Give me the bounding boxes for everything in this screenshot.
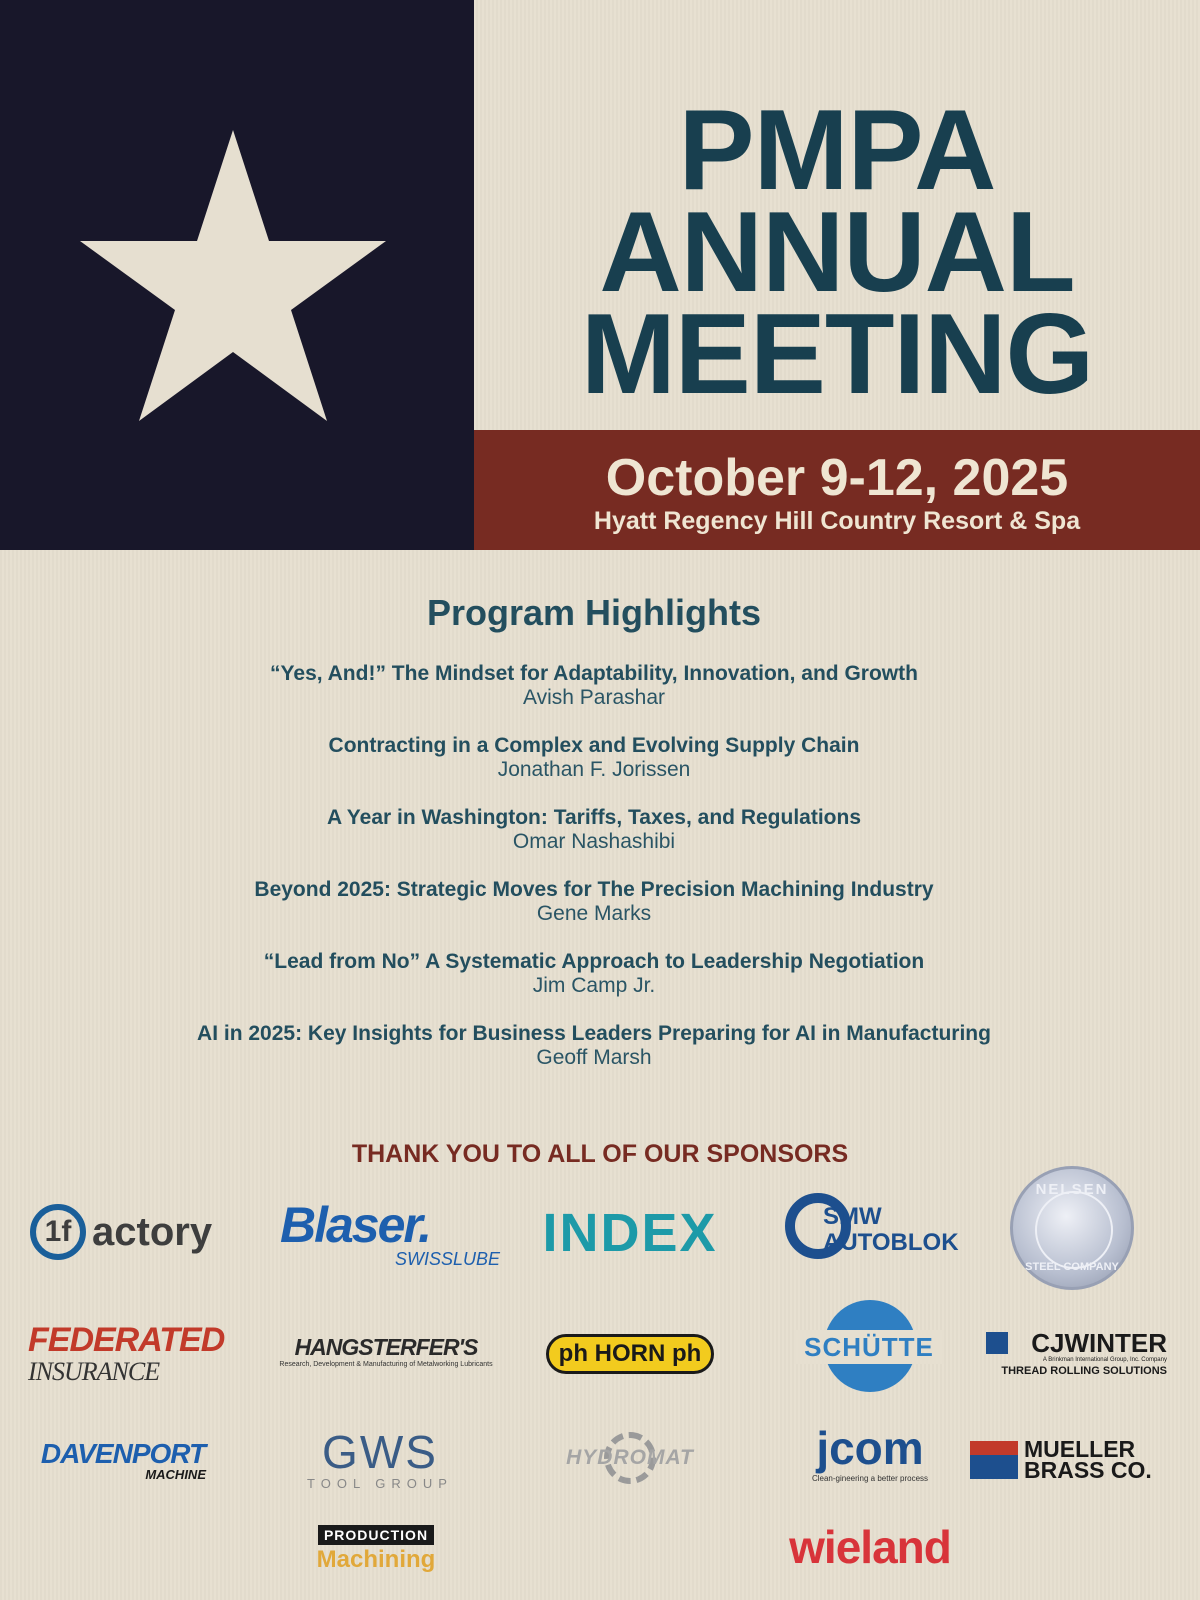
session-title: Beyond 2025: Strategic Moves for The Precision Machining Industry	[254, 878, 934, 901]
smw-line2: AUTOBLOK	[823, 1229, 959, 1256]
program-heading: Program Highlights	[426, 592, 762, 633]
sponsor-logo-hydromat	[540, 1432, 720, 1488]
federated-line2: INSURANCE	[28, 1357, 160, 1386]
nelsen-seal-ring	[1035, 1191, 1113, 1269]
session-title: “Yes, And!” The Mindset for Adaptability, Innovation, and Growth	[270, 662, 918, 685]
event-venue: Hyatt Regency Hill Country Resort & Spa	[593, 507, 1081, 535]
session-item	[0, 806, 1188, 854]
sponsor-logo-blaser	[280, 1197, 500, 1274]
sponsor-logo-smw-autoblok	[785, 1193, 960, 1273]
session-speaker: Geoff Marsh	[536, 1046, 652, 1069]
star-panel	[0, 0, 474, 550]
nelsen-line1: NELSEN	[1035, 1181, 1109, 1198]
star-icon	[78, 130, 388, 430]
smw-line1: SMW	[823, 1203, 882, 1230]
gws-sub: TOOL GROUP	[307, 1476, 453, 1491]
sponsors-heading: THANK YOU TO ALL OF OUR SPONSORS	[351, 1140, 849, 1168]
sponsor-logo-nelsen	[1010, 1166, 1134, 1290]
sponsor-logo-gws	[305, 1428, 455, 1494]
sponsor-logo-schutte	[794, 1300, 944, 1392]
hydromat-word: HYDROMAT	[566, 1446, 694, 1469]
mueller-mark-icon	[970, 1441, 1018, 1479]
session-title: A Year in Washington: Tariffs, Taxes, and Regulations	[326, 806, 862, 829]
title-line: ANNUAL	[599, 189, 1075, 316]
session-item	[0, 950, 1188, 998]
nelsen-seal-icon	[1010, 1166, 1134, 1290]
index-word: INDEX	[542, 1203, 718, 1263]
mueller-line2: BRASS CO.	[1024, 1457, 1152, 1483]
schutte-word: SCHÜTTE	[804, 1332, 934, 1362]
session-speaker: Omar Nashashibi	[512, 830, 676, 853]
session-title: AI in 2025: Key Insights for Business Leaders Preparing for AI in Manufacturing	[197, 1022, 991, 1045]
blaser-word: Blaser.	[280, 1197, 431, 1253]
cjwinter-mark-icon	[986, 1332, 1008, 1354]
cjwinter-tagline: THREAD ROLLING SOLUTIONS	[1001, 1365, 1167, 1377]
cjwinter-word: CJWINTER	[1031, 1328, 1167, 1358]
sponsor-logo-horn	[540, 1334, 720, 1374]
sponsor-logo-hangsterfers	[262, 1334, 510, 1384]
title-line: MEETING	[580, 291, 1094, 418]
davenport-word: DAVENPORT	[40, 1438, 206, 1469]
wieland-word: wieland	[789, 1521, 951, 1573]
jcom-word: jcom	[816, 1422, 924, 1474]
hangsterfers-word: HANGSTERFER'S	[294, 1334, 478, 1360]
production-line1: PRODUCTION	[318, 1525, 434, 1545]
session-speaker: Avish Parashar	[522, 686, 666, 709]
mueller-word	[1024, 1436, 1152, 1483]
cjwinter-parent: A Brinkman International Group, Inc. Company	[1042, 1357, 1167, 1363]
session-item	[0, 878, 1188, 926]
davenport-sub: MACHINE	[145, 1467, 206, 1482]
session-speaker: Gene Marks	[536, 902, 652, 925]
production-line2: Machining	[316, 1546, 436, 1573]
jcom-tagline: Clean-gineering a better process	[811, 1474, 929, 1483]
gws-word: GWS	[322, 1426, 438, 1478]
hangsterfers-tagline: Research, Development & Manufacturing of Metalworking Lubricants	[279, 1361, 493, 1368]
sponsor-logo-1factory	[28, 1200, 218, 1274]
sponsor-logo-cjwinter	[982, 1330, 1167, 1380]
event-date: October 9-12, 2025	[605, 449, 1069, 507]
session-speaker: Jim Camp Jr.	[532, 974, 656, 997]
nelsen-line2: STEEL COMPANY	[1025, 1261, 1119, 1273]
sponsor-logo-mueller	[968, 1437, 1168, 1483]
sponsor-logo-federated	[28, 1321, 225, 1399]
session-title: “Lead from No” A Systematic Approach to Leadership Negotiation	[263, 950, 925, 973]
session-speaker: Jonathan F. Jorissen	[497, 758, 691, 781]
sponsor-logo-production-machining	[306, 1525, 446, 1581]
blaser-sub: SWISSLUBE	[394, 1249, 500, 1269]
program-highlights	[0, 590, 1188, 1094]
event-title	[474, 87, 1200, 418]
mueller-line1: MUELLER	[1024, 1436, 1136, 1462]
sponsor-logo-wieland	[770, 1522, 970, 1574]
sponsor-logo-jcom	[800, 1422, 940, 1490]
1factory-word: actory	[92, 1210, 213, 1254]
1factory-mark: 1f	[30, 1204, 86, 1260]
session-title: Contracting in a Complex and Evolving Supply Chain	[328, 734, 860, 757]
session-item	[0, 662, 1188, 710]
date-band	[474, 430, 1200, 550]
title-line: PMPA	[678, 87, 996, 214]
session-item	[0, 1022, 1188, 1070]
horn-word: ph HORN ph	[546, 1334, 715, 1374]
sponsor-logo-davenport	[28, 1440, 218, 1486]
sponsor-logo-index	[530, 1203, 730, 1263]
session-item	[0, 734, 1188, 782]
federated-line1: FEDERATED	[28, 1321, 225, 1359]
